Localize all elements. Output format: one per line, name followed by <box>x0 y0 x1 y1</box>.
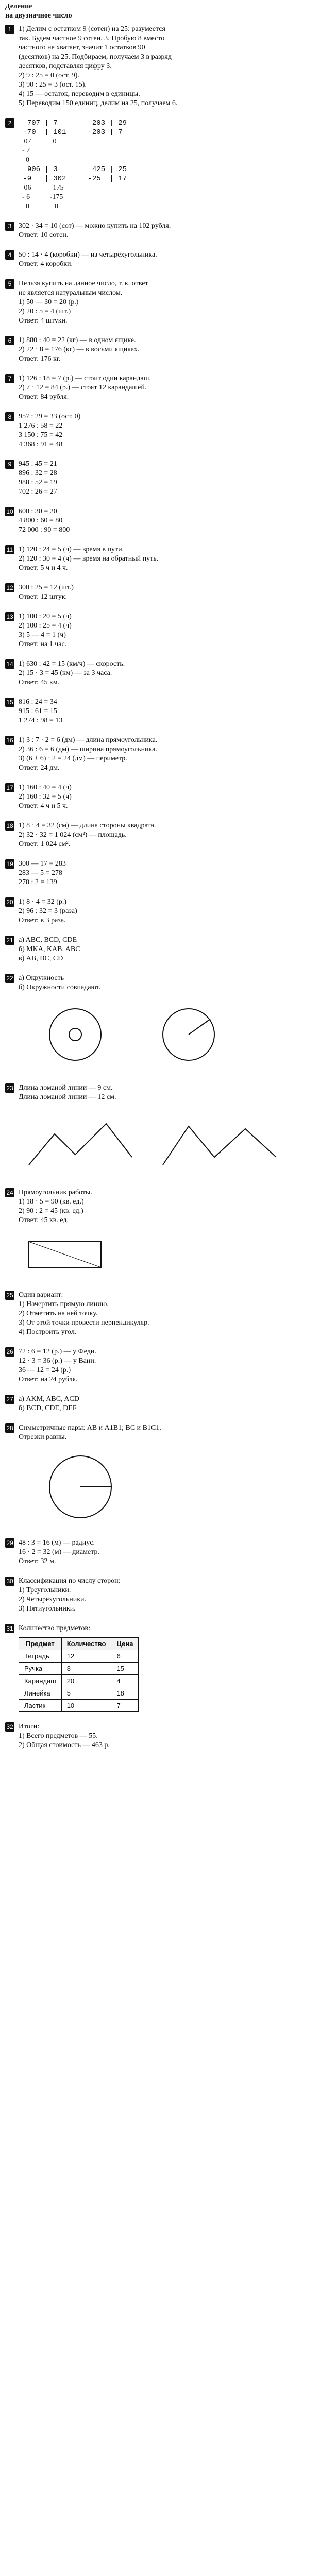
text-line: Ответ: 5 ч и 4 ч. <box>19 564 68 572</box>
table-row <box>19 1700 139 1712</box>
polyline-1 <box>29 1124 132 1165</box>
text-line: Симметричные пары: AB и A1B1; BC и B1C1. <box>19 1424 161 1432</box>
table-cell: 7 <box>111 1700 139 1712</box>
text-line: 1) 3 : 7 · 2 = 6 (дм) — длина прямоугольника. <box>19 736 158 744</box>
text-line: Ответ: на 1 час. <box>19 640 67 648</box>
exercise-14 <box>5 659 314 687</box>
table-header-cell: Предмет <box>19 1638 62 1650</box>
text-line: частного не хватает, значит 1 остатков 90 <box>19 44 145 52</box>
text-line: б) BCD, CDE, DEF <box>19 1404 77 1412</box>
text-line: 2) 160 : 32 = 5 (ч) <box>19 793 72 801</box>
exercise-number-badge: 2 <box>5 118 14 128</box>
circle-left <box>49 1009 101 1060</box>
exercise-number-badge: 1 <box>5 25 14 34</box>
text-line: Нельзя купить на данное число, т. к. ответ <box>19 280 148 287</box>
text-line: -9 | 302 -25 | 17 <box>19 175 127 183</box>
text-line: 2) 20 : 5 = 4 (шт.) <box>19 308 71 315</box>
exercise-23 <box>5 1083 314 1178</box>
text-line: 2) Отметить на ней точку. <box>19 1310 98 1317</box>
exercise-11 <box>5 545 314 573</box>
exercise-number-badge: 8 <box>5 412 14 421</box>
text-line: - 7 <box>19 147 30 155</box>
table-cell: 8 <box>61 1663 111 1675</box>
exercise-18 <box>5 821 314 849</box>
polylines-figure <box>19 1108 314 1178</box>
text-line: Ответ: 4 коробки. <box>19 260 73 268</box>
text-line: 3) От этой точки провести перпендикуляр. <box>19 1319 149 1327</box>
exercise-4 <box>5 250 314 269</box>
text-line: 1 276 : 58 = 22 <box>19 422 63 430</box>
text-line: 1) 100 : 20 = 5 (ч) <box>19 613 72 620</box>
exercise-15 <box>5 698 314 725</box>
text-line: 1) 18 · 5 = 90 (кв. ед.) <box>19 1198 84 1206</box>
exercise-12 <box>5 583 314 602</box>
text-line: 707 | 7 203 | 29 <box>19 119 127 127</box>
text-line: Классификация по числу сторон: <box>19 1577 121 1585</box>
table-cell: 12 <box>61 1650 111 1663</box>
text-line: -70 | 101 -203 | 7 <box>19 128 123 137</box>
text-line: 1) Всего предметов — 55. <box>19 1732 98 1740</box>
text-line: 2) 9 : 25 = 0 (ост. 9). <box>19 72 79 79</box>
text-line: - 6 -175 <box>19 193 63 201</box>
text-line: Ответ: 12 штук. <box>19 593 67 601</box>
text-line: 1) Треугольники. <box>19 1586 71 1594</box>
table-cell: 5 <box>61 1687 111 1700</box>
text-line: 1) 50 — 30 = 20 (р.) <box>19 298 79 306</box>
text-line: Отрезки равны. <box>19 1433 67 1441</box>
text-line: 1) Начертить прямую линию. <box>19 1300 109 1308</box>
exercise-number-badge: 32 <box>5 1722 14 1732</box>
exercise-5 <box>5 279 314 326</box>
text-line: Ответ: 45 кв. ед. <box>19 1216 69 1224</box>
exercise-number-badge: 3 <box>5 222 14 231</box>
text-line: Длина ломаной линии — 12 см. <box>19 1093 116 1101</box>
table-cell: Ластик <box>19 1700 62 1712</box>
text-line: Прямоугольник работы. <box>19 1189 92 1196</box>
exercise-number-badge: 26 <box>5 1347 14 1357</box>
exercise-31 <box>5 1624 314 1712</box>
table-cell: Тетрадь <box>19 1650 62 1663</box>
table-cell: 15 <box>111 1663 139 1675</box>
exercise-6 <box>5 336 314 364</box>
text-line: а) Окружность <box>19 974 64 982</box>
text-line: Ответ: 1 024 см². <box>19 840 71 848</box>
text-line: 988 : 52 = 19 <box>19 479 57 486</box>
text-line: 3) (6 + 6) · 2 = 24 (дм) — периметр. <box>19 755 127 762</box>
exercise-number-badge: 14 <box>5 659 14 669</box>
text-line: 915 : 61 = 15 <box>19 707 57 715</box>
exercise-number-badge: 4 <box>5 250 14 260</box>
exercise-10 <box>5 507 314 535</box>
exercise-number-badge: 27 <box>5 1395 14 1404</box>
text-line: 1) 8 · 4 = 32 (р.) <box>19 898 67 906</box>
text-line: 302 · 34 = 10 (сот) — можно купить на 102 рубля. <box>19 222 171 230</box>
exercise-number-badge: 7 <box>5 374 14 383</box>
exercise-9 <box>5 460 314 497</box>
exercise-number-badge: 12 <box>5 583 14 592</box>
text-line: 07 0 <box>19 138 57 145</box>
title-line-2: на двузначное число <box>5 12 72 20</box>
exercise-8 <box>5 412 314 449</box>
text-line: б) Окружности совпадают. <box>19 984 101 991</box>
exercise-number-badge: 13 <box>5 612 14 621</box>
text-line: 48 : 3 = 16 (м) — радиус. <box>19 1539 95 1547</box>
text-line: 945 : 45 = 21 <box>19 460 57 468</box>
small-rect-svg <box>19 1231 307 1278</box>
text-line: Длина ломаной линии — 9 см. <box>19 1084 113 1092</box>
text-line: 2) 96 : 32 = 3 (раза) <box>19 907 77 915</box>
text-line: а) AKM, ABC, ACD <box>19 1395 79 1403</box>
text-line: 06 175 <box>19 184 64 192</box>
text-line: 957 : 29 = 33 (ост. 0) <box>19 413 81 420</box>
table-row <box>19 1663 139 1675</box>
exercise-number-badge: 22 <box>5 974 14 983</box>
text-line: 2) Общая стоимость — 463 р. <box>19 1741 110 1749</box>
exercise-number-badge: 20 <box>5 897 14 907</box>
exercise-number-badge: 29 <box>5 1538 14 1548</box>
text-line: в) AB, BC, CD <box>19 955 63 962</box>
text-line: 2) 90 : 2 = 45 (кв. ед.) <box>19 1207 83 1215</box>
circle-radius-svg <box>19 1448 307 1526</box>
text-line: 5) Переводим 150 единиц, делим на 25, получаем 6. <box>19 99 178 107</box>
text-line: 12 · 3 = 36 (р.) — у Вани. <box>19 1357 96 1365</box>
radius-line <box>189 1019 210 1035</box>
text-line: Ответ: 84 рубля. <box>19 393 69 401</box>
text-line: так. Будем частное 9 сотен. 3. Пробую 8 вместо <box>19 35 165 42</box>
text-line: 3) 5 — 4 = 1 (ч) <box>19 631 66 639</box>
text-line: Ответ: 24 дм. <box>19 764 60 772</box>
text-line: 896 : 32 = 28 <box>19 469 57 477</box>
page-title <box>5 2 72 21</box>
text-line: a) ABC, BCD, CDE <box>19 936 77 944</box>
exercise-20 <box>5 897 314 925</box>
title-line-1: Деление <box>5 3 32 10</box>
circle-left-inner <box>69 1028 81 1041</box>
text-line: Ответ: 4 ч и 5 ч. <box>19 802 68 810</box>
exercise-25 <box>5 1291 314 1337</box>
text-line: 1 274 : 98 = 13 <box>19 717 63 724</box>
exercise-1 <box>5 25 314 108</box>
text-line: 3) Пятиугольники. <box>19 1605 76 1613</box>
text-line: 72 000 : 90 = 800 <box>19 526 70 534</box>
text-line: Ответ: 32 м. <box>19 1557 56 1565</box>
text-line: 2) 7 · 12 = 84 (р.) — стоят 12 карандашей. <box>19 384 147 392</box>
exercise-number-badge: 16 <box>5 736 14 745</box>
exercise-32 <box>5 1722 314 1750</box>
text-line: Ответ: 176 кг. <box>19 355 61 363</box>
text-line: 2) 36 : 6 = 6 (дм) — ширина прямоугольника. <box>19 745 157 753</box>
exercise-number-badge: 11 <box>5 545 14 554</box>
exercise-17 <box>5 783 314 811</box>
text-line: 2) Четырёхугольники. <box>19 1596 87 1603</box>
table-header-cell: Цена <box>111 1638 139 1650</box>
text-line: 4 800 : 60 = 80 <box>19 517 63 524</box>
table-cell: 20 <box>61 1675 111 1687</box>
table-header-cell: Количество <box>61 1638 111 1650</box>
text-line: 1) 8 · 4 = 32 (см) — длина стороны квадрата. <box>19 822 156 829</box>
exercise-2 <box>5 118 314 211</box>
table-cell: 10 <box>61 1700 111 1712</box>
diagonal <box>29 1242 101 1267</box>
exercise-list <box>5 25 314 1760</box>
text-line: б) MKA, KAB, ABC <box>19 945 80 953</box>
exercise-7 <box>5 374 314 402</box>
text-line: 36 — 12 = 24 (р.) <box>19 1366 71 1374</box>
text-line: 283 — 5 = 278 <box>19 869 62 877</box>
exercise-number-badge: 23 <box>5 1083 14 1093</box>
text-line: десятков, подставляя цифру 3. <box>19 62 112 70</box>
text-line: 2) 100 : 25 = 4 (ч) <box>19 622 72 630</box>
exercise-22 <box>5 974 314 1073</box>
polyline-2 <box>163 1126 276 1165</box>
text-line: 278 : 2 = 139 <box>19 878 57 886</box>
text-line: 2) 120 : 30 = 4 (ч) — время на обратный путь. <box>19 555 159 563</box>
circle-radius-figure <box>19 1448 314 1528</box>
text-line: Итоги: <box>19 1723 40 1731</box>
exercise-number-badge: 5 <box>5 279 14 289</box>
exercise-number-badge: 10 <box>5 507 14 516</box>
exercise-number-badge: 25 <box>5 1291 14 1300</box>
exercise-28 <box>5 1423 314 1528</box>
exercise-number-badge: 28 <box>5 1423 14 1433</box>
table-row <box>19 1675 139 1687</box>
text-line: 3 150 : 75 = 42 <box>19 431 63 439</box>
text-line: 0 0 <box>19 202 58 210</box>
exercise-number-badge: 21 <box>5 936 14 945</box>
exercise-16 <box>5 736 314 773</box>
exercise-3 <box>5 222 314 240</box>
exercise-24 <box>5 1188 314 1280</box>
exercise-13 <box>5 612 314 649</box>
exercise-26 <box>5 1347 314 1384</box>
table-cell: 6 <box>111 1650 139 1663</box>
table-cell: Линейка <box>19 1687 62 1700</box>
exercise-number-badge: 30 <box>5 1577 14 1586</box>
text-line: 2) 22 · 8 = 176 (кг) — в восьми ящиках. <box>19 346 140 353</box>
text-line: 3) 90 : 25 = 3 (ост. 15). <box>19 81 87 89</box>
text-line: Ответ: 45 км. <box>19 679 60 686</box>
table-row <box>19 1687 139 1700</box>
exercise-number-badge: 15 <box>5 698 14 707</box>
text-line: Ответ: 4 штуки. <box>19 317 68 325</box>
text-line: Ответ: 10 сотен. <box>19 231 69 239</box>
polylines-svg <box>19 1108 307 1175</box>
text-line: 1) 120 : 24 = 5 (ч) — время в пути. <box>19 546 124 553</box>
exercise-number-badge: 17 <box>5 783 14 792</box>
text-line: 1) 880 : 40 = 22 (кг) — в одном ящике. <box>19 336 136 344</box>
exercise-number-badge: 24 <box>5 1188 14 1197</box>
text-line: Количество предметов: <box>19 1624 91 1632</box>
text-line: 1) 126 : 18 = 7 (р.) — стоит один карандаш. <box>19 375 151 382</box>
exercise-27 <box>5 1395 314 1413</box>
text-line: 4 368 : 91 = 48 <box>19 440 63 448</box>
text-line: 600 : 30 = 20 <box>19 507 57 515</box>
text-line: не является натуральным числом. <box>19 289 123 297</box>
text-line: 4) 15 — остаток, переводим в единицы. <box>19 90 140 98</box>
exercise-19 <box>5 859 314 887</box>
circles-svg <box>19 998 307 1071</box>
text-line: (десятков) на 25. Подбираем, получаем 3 в разряд <box>19 53 172 61</box>
text-line: 906 | 3 425 | 25 <box>19 165 127 174</box>
exercise-number-badge: 18 <box>5 821 14 831</box>
exercise-number-badge: 19 <box>5 859 14 869</box>
text-line: 702 : 26 = 27 <box>19 488 57 496</box>
exercise-number-badge: 9 <box>5 460 14 469</box>
text-line: 72 : 6 = 12 (р.) — у Феди. <box>19 1348 96 1355</box>
circles-figure <box>19 998 314 1073</box>
text-line: 0 <box>19 156 29 164</box>
table-cell: 18 <box>111 1687 139 1700</box>
text-line: 1) 630 : 42 = 15 (км/ч) — скорость. <box>19 660 125 668</box>
exercise-21 <box>5 936 314 963</box>
table-cell: Ручка <box>19 1663 62 1675</box>
exercise-29 <box>5 1538 314 1566</box>
text-line: 300 — 17 = 283 <box>19 860 66 868</box>
text-line: 2) 32 · 32 = 1 024 (см²) — площадь. <box>19 831 127 839</box>
table-cell: 4 <box>111 1675 139 1687</box>
text-line: 4) Построить угол. <box>19 1328 77 1336</box>
text-line: 300 : 25 = 12 (шт.) <box>19 584 74 591</box>
text-line: 2) 15 · 3 = 45 (км) — за 3 часа. <box>19 669 112 677</box>
data-table <box>19 1637 139 1712</box>
text-line: Ответ: в 3 раза. <box>19 917 66 924</box>
text-line: 1) Делим с остатком 9 (сотен) на 25: разумеется <box>19 25 165 33</box>
table-cell: Карандаш <box>19 1675 62 1687</box>
text-line: 816 : 24 = 34 <box>19 698 57 706</box>
small-rect-figure <box>19 1231 314 1280</box>
exercise-number-badge: 6 <box>5 336 14 345</box>
text-line: 1) 160 : 40 = 4 (ч) <box>19 784 72 791</box>
text-line: 16 · 2 = 32 (м) — диаметр. <box>19 1548 99 1556</box>
exercise-30 <box>5 1577 314 1614</box>
text-line: Один вариант: <box>19 1291 63 1299</box>
table-row <box>19 1650 139 1663</box>
text-line: Ответ: на 24 рубля. <box>19 1376 78 1383</box>
text-line: 50 : 14 · 4 (коробки) — из четырёхугольника. <box>19 251 157 259</box>
exercise-number-badge: 31 <box>5 1624 14 1633</box>
